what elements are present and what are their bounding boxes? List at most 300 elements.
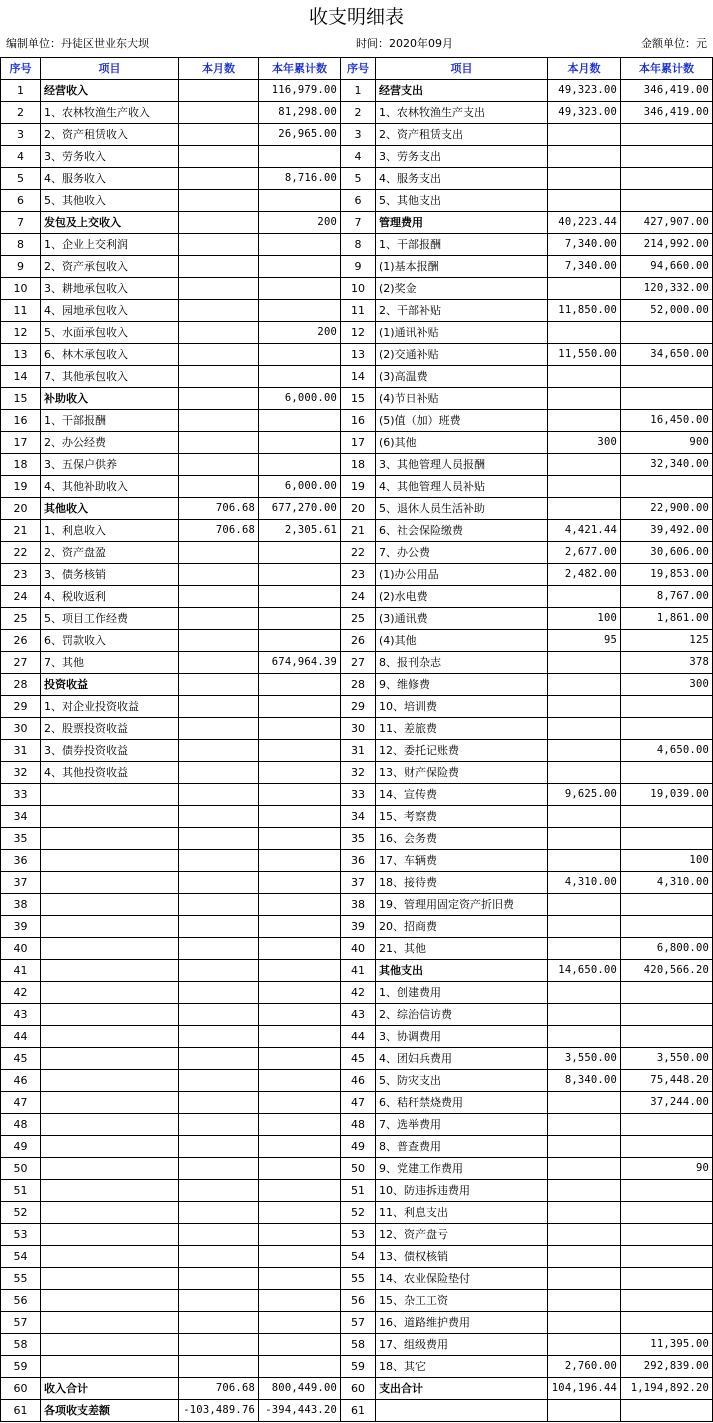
expense-ytd-cell: 300 xyxy=(621,674,713,696)
expense-seq-cell: 52 xyxy=(341,1202,376,1224)
income-month-cell xyxy=(179,1312,259,1334)
expense-ytd-cell: 75,448.20 xyxy=(621,1070,713,1092)
income-item-cell: 4、服务收入 xyxy=(41,168,179,190)
income-ytd-cell xyxy=(259,256,341,278)
expense-ytd-cell xyxy=(621,1290,713,1312)
income-item-cell: 补助收入 xyxy=(41,388,179,410)
income-item-cell: 2、股票投资收益 xyxy=(41,718,179,740)
income-month-cell xyxy=(179,564,259,586)
expense-item-cell: 11、利息支出 xyxy=(376,1202,548,1224)
income-month-cell xyxy=(179,322,259,344)
expense-item-cell: 2、综治信访费 xyxy=(376,1004,548,1026)
expense-ytd-cell xyxy=(621,1224,713,1246)
expense-seq-cell: 19 xyxy=(341,476,376,498)
income-item-cell xyxy=(41,806,179,828)
income-month-cell xyxy=(179,102,259,124)
table-row xyxy=(1,300,713,322)
header-ytd-left: 本年累计数 xyxy=(259,58,341,80)
income-item-cell: 7、其他 xyxy=(41,652,179,674)
expense-item-cell: 12、资产盘亏 xyxy=(376,1224,548,1246)
expense-ytd-cell: 125 xyxy=(621,630,713,652)
income-ytd-cell xyxy=(259,1114,341,1136)
expense-ytd-cell xyxy=(621,1268,713,1290)
expense-ytd-cell: 427,907.00 xyxy=(621,212,713,234)
expense-month-cell xyxy=(548,1114,621,1136)
income-item-cell: 1、农林牧渔生产收入 xyxy=(41,102,179,124)
expense-seq-cell: 24 xyxy=(341,586,376,608)
income-item-cell xyxy=(41,1356,179,1378)
income-month-cell xyxy=(179,1224,259,1246)
expense-month-cell: 49,323.00 xyxy=(548,102,621,124)
income-seq-cell: 22 xyxy=(1,542,41,564)
expense-item-cell: 4、服务支出 xyxy=(376,168,548,190)
table-row xyxy=(1,124,713,146)
income-ytd-cell xyxy=(259,1004,341,1026)
expense-ytd-cell: 292,839.00 xyxy=(621,1356,713,1378)
expense-ytd-cell: 4,310.00 xyxy=(621,872,713,894)
expense-item-cell: 19、管理用固定资产折旧费 xyxy=(376,894,548,916)
income-item-cell: 4、其他补助收入 xyxy=(41,476,179,498)
income-month-cell xyxy=(179,432,259,454)
table-row xyxy=(1,1158,713,1180)
expense-item-cell: 5、退休人员生活补助 xyxy=(376,498,548,520)
income-ytd-cell xyxy=(259,1290,341,1312)
income-seq-cell: 33 xyxy=(1,784,41,806)
table-row xyxy=(1,146,713,168)
income-month-cell xyxy=(179,80,259,102)
income-item-cell xyxy=(41,1290,179,1312)
expense-seq-cell: 2 xyxy=(341,102,376,124)
income-item-cell xyxy=(41,1334,179,1356)
table-row xyxy=(1,1378,713,1400)
income-item-cell xyxy=(41,1246,179,1268)
income-seq-cell: 38 xyxy=(1,894,41,916)
income-item-cell: 经营收入 xyxy=(41,80,179,102)
income-ytd-cell: 6,000.00 xyxy=(259,388,341,410)
income-seq-cell: 61 xyxy=(1,1400,41,1422)
expense-ytd-cell xyxy=(621,1004,713,1026)
expense-item-cell: 7、办公费 xyxy=(376,542,548,564)
expense-ytd-cell: 34,650.00 xyxy=(621,344,713,366)
expense-seq-cell: 50 xyxy=(341,1158,376,1180)
income-seq-cell: 2 xyxy=(1,102,41,124)
expense-month-cell: 300 xyxy=(548,432,621,454)
table-row xyxy=(1,1004,713,1026)
expense-item-cell: (5)值（加）班费 xyxy=(376,410,548,432)
expense-item-cell: 5、其他支出 xyxy=(376,190,548,212)
expense-seq-cell: 53 xyxy=(341,1224,376,1246)
income-ytd-cell: 200 xyxy=(259,322,341,344)
income-item-cell xyxy=(41,982,179,1004)
income-ytd-cell xyxy=(259,916,341,938)
expense-seq-cell: 35 xyxy=(341,828,376,850)
income-month-cell xyxy=(179,916,259,938)
expense-month-cell: 8,340.00 xyxy=(548,1070,621,1092)
income-item-cell xyxy=(41,916,179,938)
expense-seq-cell: 58 xyxy=(341,1334,376,1356)
expense-month-cell xyxy=(548,366,621,388)
income-month-cell xyxy=(179,366,259,388)
expense-item-cell: 20、招商费 xyxy=(376,916,548,938)
expense-month-cell xyxy=(548,498,621,520)
income-seq-cell: 11 xyxy=(1,300,41,322)
income-seq-cell: 29 xyxy=(1,696,41,718)
expense-month-cell xyxy=(548,982,621,1004)
expense-ytd-cell xyxy=(621,1202,713,1224)
expense-month-cell xyxy=(548,740,621,762)
expense-item-cell: 14、宣传费 xyxy=(376,784,548,806)
expense-item-cell: (4)节日补贴 xyxy=(376,388,548,410)
expense-ytd-cell: 100 xyxy=(621,850,713,872)
expense-month-cell xyxy=(548,806,621,828)
expense-ytd-cell: 37,244.00 xyxy=(621,1092,713,1114)
expense-ytd-cell xyxy=(621,168,713,190)
income-seq-cell: 51 xyxy=(1,1180,41,1202)
table-row xyxy=(1,784,713,806)
expense-seq-cell: 13 xyxy=(341,344,376,366)
expense-item-cell: (2)水电费 xyxy=(376,586,548,608)
expense-month-cell xyxy=(548,1334,621,1356)
income-month-cell xyxy=(179,652,259,674)
expense-month-cell: 2,760.00 xyxy=(548,1356,621,1378)
table-row xyxy=(1,1246,713,1268)
expense-month-cell xyxy=(548,388,621,410)
expense-item-cell: (1)办公用品 xyxy=(376,564,548,586)
expense-item-cell: 3、协调费用 xyxy=(376,1026,548,1048)
income-month-cell xyxy=(179,476,259,498)
expense-item-cell: (3)高温费 xyxy=(376,366,548,388)
income-item-cell: 2、办公经费 xyxy=(41,432,179,454)
income-month-cell xyxy=(179,740,259,762)
expense-month-cell xyxy=(548,1400,621,1422)
expense-item-cell xyxy=(376,1400,548,1422)
income-month-cell xyxy=(179,806,259,828)
table-row xyxy=(1,388,713,410)
expense-item-cell: 10、防违拆违费用 xyxy=(376,1180,548,1202)
table-row xyxy=(1,1202,713,1224)
income-month-cell xyxy=(179,630,259,652)
expense-month-cell xyxy=(548,410,621,432)
income-seq-cell: 15 xyxy=(1,388,41,410)
income-item-cell: 投资收益 xyxy=(41,674,179,696)
period-label: 时间：2020年09月 xyxy=(356,37,453,50)
income-ytd-cell xyxy=(259,432,341,454)
income-item-cell: 1、利息收入 xyxy=(41,520,179,542)
expense-month-cell xyxy=(548,1268,621,1290)
expense-month-cell xyxy=(548,1290,621,1312)
page-title: 收支明细表 xyxy=(308,6,404,28)
income-item-cell xyxy=(41,1092,179,1114)
expense-month-cell: 7,340.00 xyxy=(548,234,621,256)
income-seq-cell: 6 xyxy=(1,190,41,212)
expense-ytd-cell: 32,340.00 xyxy=(621,454,713,476)
expense-seq-cell: 33 xyxy=(341,784,376,806)
expense-item-cell: 1、农林牧渔生产支出 xyxy=(376,102,548,124)
income-item-cell: 7、其他承包收入 xyxy=(41,366,179,388)
expense-seq-cell: 61 xyxy=(341,1400,376,1422)
expense-seq-cell: 26 xyxy=(341,630,376,652)
income-item-cell: 3、债券投资收益 xyxy=(41,740,179,762)
expense-item-cell: 4、团妇兵费用 xyxy=(376,1048,548,1070)
income-item-cell xyxy=(41,938,179,960)
income-month-cell xyxy=(179,872,259,894)
table-row xyxy=(1,806,713,828)
income-seq-cell: 25 xyxy=(1,608,41,630)
income-ytd-cell xyxy=(259,784,341,806)
income-month-cell xyxy=(179,1268,259,1290)
expense-month-cell xyxy=(548,1246,621,1268)
expense-item-cell: 18、其它 xyxy=(376,1356,548,1378)
expense-ytd-cell xyxy=(621,1136,713,1158)
expense-seq-cell: 45 xyxy=(341,1048,376,1070)
income-seq-cell: 39 xyxy=(1,916,41,938)
income-seq-cell: 54 xyxy=(1,1246,41,1268)
income-ytd-cell: 6,000.00 xyxy=(259,476,341,498)
income-seq-cell: 56 xyxy=(1,1290,41,1312)
income-month-cell xyxy=(179,278,259,300)
expense-month-cell: 2,677.00 xyxy=(548,542,621,564)
expense-item-cell: 7、选举费用 xyxy=(376,1114,548,1136)
table-row xyxy=(1,322,713,344)
income-month-cell xyxy=(179,762,259,784)
expense-ytd-cell: 39,492.00 xyxy=(621,520,713,542)
income-seq-cell: 13 xyxy=(1,344,41,366)
income-seq-cell: 8 xyxy=(1,234,41,256)
income-item-cell: 4、其他投资收益 xyxy=(41,762,179,784)
income-seq-cell: 36 xyxy=(1,850,41,872)
table-row xyxy=(1,850,713,872)
expense-ytd-cell xyxy=(621,366,713,388)
expense-item-cell: 经营支出 xyxy=(376,80,548,102)
income-seq-cell: 16 xyxy=(1,410,41,432)
expense-item-cell: 8、报刊杂志 xyxy=(376,652,548,674)
table-row xyxy=(1,256,713,278)
income-ytd-cell: 8,716.00 xyxy=(259,168,341,190)
table-row xyxy=(1,498,713,520)
header-month-left: 本月数 xyxy=(179,58,259,80)
expense-month-cell: 7,340.00 xyxy=(548,256,621,278)
income-month-cell: 706.68 xyxy=(179,520,259,542)
income-item-cell: 3、劳务收入 xyxy=(41,146,179,168)
income-ytd-cell: 674,964.39 xyxy=(259,652,341,674)
expense-ytd-cell xyxy=(621,1114,713,1136)
expense-item-cell: 12、委托记账费 xyxy=(376,740,548,762)
income-ytd-cell xyxy=(259,146,341,168)
expense-seq-cell: 32 xyxy=(341,762,376,784)
income-ytd-cell xyxy=(259,828,341,850)
income-month-cell: 706.68 xyxy=(179,498,259,520)
income-month-cell xyxy=(179,1180,259,1202)
table-row xyxy=(1,674,713,696)
expense-item-cell: 6、秸秆禁烧费用 xyxy=(376,1092,548,1114)
expense-seq-cell: 15 xyxy=(341,388,376,410)
expense-item-cell: 其他支出 xyxy=(376,960,548,982)
expense-seq-cell: 30 xyxy=(341,718,376,740)
table-row xyxy=(1,190,713,212)
expense-ytd-cell: 214,992.00 xyxy=(621,234,713,256)
income-seq-cell: 21 xyxy=(1,520,41,542)
income-ytd-cell xyxy=(259,1136,341,1158)
income-seq-cell: 59 xyxy=(1,1356,41,1378)
income-seq-cell: 4 xyxy=(1,146,41,168)
expense-seq-cell: 23 xyxy=(341,564,376,586)
income-ytd-cell xyxy=(259,190,341,212)
expense-item-cell: 17、车辆费 xyxy=(376,850,548,872)
table-row xyxy=(1,894,713,916)
income-ytd-cell: 800,449.00 xyxy=(259,1378,341,1400)
expense-month-cell xyxy=(548,1224,621,1246)
income-ytd-cell xyxy=(259,1246,341,1268)
income-seq-cell: 40 xyxy=(1,938,41,960)
income-seq-cell: 28 xyxy=(1,674,41,696)
income-seq-cell: 24 xyxy=(1,586,41,608)
expense-item-cell: 15、杂工工资 xyxy=(376,1290,548,1312)
income-seq-cell: 52 xyxy=(1,1202,41,1224)
income-item-cell xyxy=(41,1004,179,1026)
expense-month-cell xyxy=(548,916,621,938)
expense-month-cell xyxy=(548,1158,621,1180)
income-seq-cell: 1 xyxy=(1,80,41,102)
expense-ytd-cell: 52,000.00 xyxy=(621,300,713,322)
expense-ytd-cell: 420,566.20 xyxy=(621,960,713,982)
header-month-right: 本月数 xyxy=(548,58,621,80)
expense-ytd-cell xyxy=(621,388,713,410)
table-row xyxy=(1,432,713,454)
income-seq-cell: 60 xyxy=(1,1378,41,1400)
income-ytd-cell: 200 xyxy=(259,212,341,234)
expense-seq-cell: 5 xyxy=(341,168,376,190)
income-ytd-cell xyxy=(259,278,341,300)
income-seq-cell: 45 xyxy=(1,1048,41,1070)
table-row xyxy=(1,278,713,300)
income-seq-cell: 57 xyxy=(1,1312,41,1334)
expense-month-cell: 49,323.00 xyxy=(548,80,621,102)
income-month-cell xyxy=(179,454,259,476)
income-seq-cell: 48 xyxy=(1,1114,41,1136)
expense-month-cell xyxy=(548,586,621,608)
table-row xyxy=(1,410,713,432)
expense-month-cell xyxy=(548,1092,621,1114)
income-item-cell: 6、林木承包收入 xyxy=(41,344,179,366)
income-month-cell xyxy=(179,344,259,366)
income-month-cell xyxy=(179,190,259,212)
income-ytd-cell xyxy=(259,894,341,916)
income-item-cell: 5、水面承包收入 xyxy=(41,322,179,344)
expense-seq-cell: 31 xyxy=(341,740,376,762)
income-item-cell xyxy=(41,1070,179,1092)
expense-month-cell xyxy=(548,850,621,872)
expense-seq-cell: 16 xyxy=(341,410,376,432)
income-month-cell: 706.68 xyxy=(179,1378,259,1400)
income-month-cell xyxy=(179,1004,259,1026)
income-month-cell xyxy=(179,828,259,850)
expense-seq-cell: 25 xyxy=(341,608,376,630)
expense-ytd-cell xyxy=(621,476,713,498)
income-ytd-cell xyxy=(259,410,341,432)
income-item-cell: 4、园地承包收入 xyxy=(41,300,179,322)
table-row xyxy=(1,828,713,850)
income-item-cell xyxy=(41,1114,179,1136)
income-month-cell xyxy=(179,388,259,410)
expense-seq-cell: 56 xyxy=(341,1290,376,1312)
income-seq-cell: 34 xyxy=(1,806,41,828)
income-ytd-cell: 2,305.61 xyxy=(259,520,341,542)
expense-item-cell: 11、差旅费 xyxy=(376,718,548,740)
income-item-cell xyxy=(41,1158,179,1180)
expense-item-cell: 9、党建工作费用 xyxy=(376,1158,548,1180)
expense-ytd-cell xyxy=(621,916,713,938)
expense-seq-cell: 43 xyxy=(341,1004,376,1026)
income-ytd-cell xyxy=(259,806,341,828)
income-seq-cell: 12 xyxy=(1,322,41,344)
income-ytd-cell: 81,298.00 xyxy=(259,102,341,124)
expense-item-cell: (4)其他 xyxy=(376,630,548,652)
expense-ytd-cell xyxy=(621,696,713,718)
income-item-cell: 4、税收返利 xyxy=(41,586,179,608)
income-ytd-cell xyxy=(259,1312,341,1334)
expense-ytd-cell xyxy=(621,806,713,828)
income-month-cell xyxy=(179,1290,259,1312)
income-ytd-cell xyxy=(259,1026,341,1048)
income-month-cell: -103,489.76 xyxy=(179,1400,259,1422)
table-row xyxy=(1,960,713,982)
income-month-cell xyxy=(179,1334,259,1356)
expense-item-cell: (3)通讯费 xyxy=(376,608,548,630)
income-seq-cell: 26 xyxy=(1,630,41,652)
expense-seq-cell: 1 xyxy=(341,80,376,102)
income-ytd-cell xyxy=(259,608,341,630)
income-month-cell xyxy=(179,146,259,168)
expense-month-cell: 11,850.00 xyxy=(548,300,621,322)
income-item-cell: 1、企业上交利润 xyxy=(41,234,179,256)
income-month-cell xyxy=(179,586,259,608)
table-row xyxy=(1,586,713,608)
income-seq-cell: 10 xyxy=(1,278,41,300)
table-row xyxy=(1,1268,713,1290)
income-item-cell: 各项收支差额 xyxy=(41,1400,179,1422)
header-item-left: 项目 xyxy=(41,58,179,80)
income-seq-cell: 27 xyxy=(1,652,41,674)
expense-month-cell xyxy=(548,1136,621,1158)
expense-seq-cell: 55 xyxy=(341,1268,376,1290)
expense-month-cell: 95 xyxy=(548,630,621,652)
table-row xyxy=(1,1114,713,1136)
table-row xyxy=(1,1136,713,1158)
expense-ytd-cell xyxy=(621,146,713,168)
table-row xyxy=(1,1224,713,1246)
expense-item-cell: (6)其他 xyxy=(376,432,548,454)
income-seq-cell: 30 xyxy=(1,718,41,740)
expense-month-cell xyxy=(548,718,621,740)
expense-item-cell: (1)通讯补贴 xyxy=(376,322,548,344)
income-item-cell: 其他收入 xyxy=(41,498,179,520)
expense-seq-cell: 41 xyxy=(341,960,376,982)
expense-ytd-cell xyxy=(621,1026,713,1048)
income-item-cell: 3、五保户供养 xyxy=(41,454,179,476)
income-month-cell xyxy=(179,718,259,740)
table-row xyxy=(1,344,713,366)
expense-month-cell xyxy=(548,146,621,168)
table-row xyxy=(1,740,713,762)
table-row xyxy=(1,564,713,586)
expense-ytd-cell xyxy=(621,1400,713,1422)
expense-item-cell: 10、培训费 xyxy=(376,696,548,718)
table-row xyxy=(1,1048,713,1070)
income-item-cell: 2、资产承包收入 xyxy=(41,256,179,278)
income-item-cell xyxy=(41,1026,179,1048)
table-row xyxy=(1,168,713,190)
expense-item-cell: 4、其他管理人员补贴 xyxy=(376,476,548,498)
